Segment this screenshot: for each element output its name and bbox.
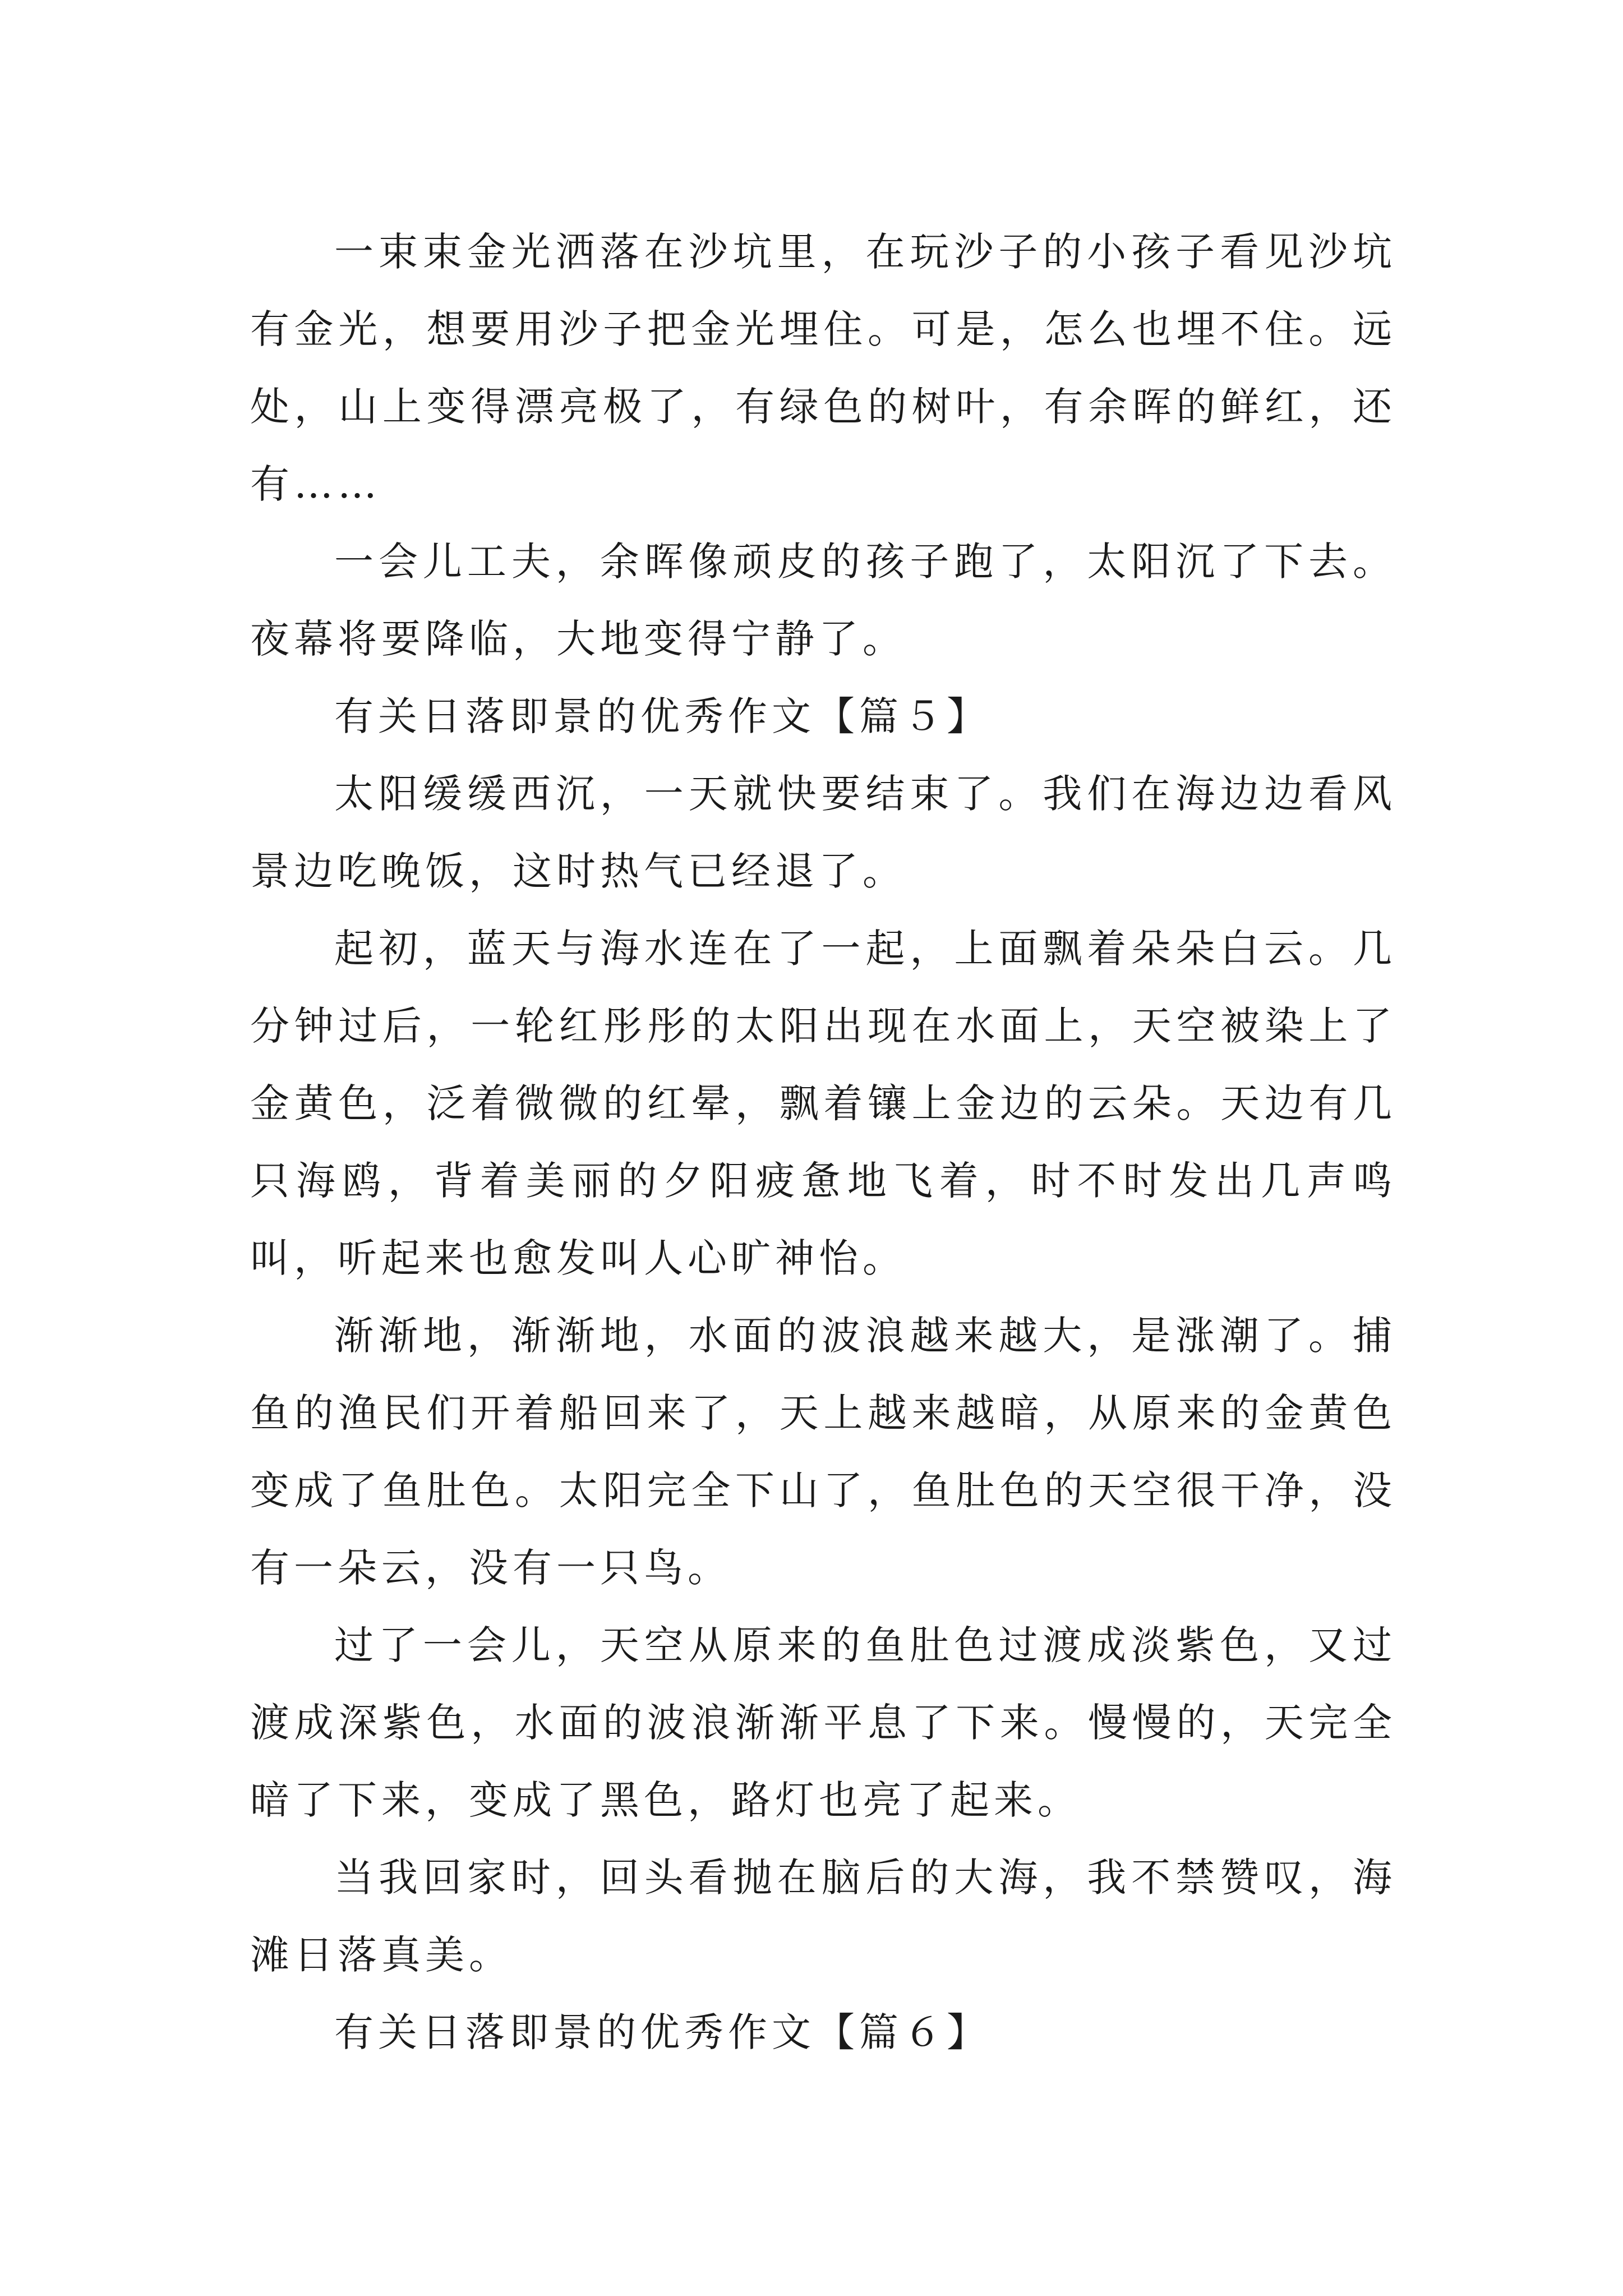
paragraph-tide: 渐渐地，渐渐地，水面的波浪越来越大，是涨潮了。捕鱼的渔民们开着船回来了，天上越来越暗，从原来的金黄色变成了鱼肚色。太阳完全下山了，鱼肚色的天空很干净，没有一朵云，没有一只鸟。 <box>250 1313 1396 1591</box>
paragraph-afterglow: 一会儿工夫，余晖像顽皮的孩子跑了，太阳沉了下去。夜幕将要降临，大地变得宁静了。 <box>250 539 1396 662</box>
paragraph-going-home: 当我回家时，回头看抛在脑后的大海，我不禁赞叹，海滩日落真美。 <box>250 1855 1396 1978</box>
essay-heading-6: 有关日落即景的优秀作文【篇６】 <box>334 2009 990 2055</box>
paragraph-sandpit: 一束束金光洒落在沙坑里，在玩沙子的小孩子看见沙坑有金光，想要用沙子把金光埋住。可是，怎么也埋不住。远处，山上变得漂亮极了，有绿色的树叶，有余晖的鲜红，还有…… <box>250 229 1396 507</box>
paragraph-sky-sea: 起初，蓝天与海水连在了一起，上面飘着朵朵白云。几分钟过后，一轮红彤彤的太阳出现在水面上，天空被染上了金黄色，泛着微微的红晕，飘着镶上金边的云朵。天边有几只海鸥，背着美丽的夕阳疲惫地飞着，时不时发出几声鸣叫，听起来也愈发叫人心旷神怡。 <box>250 926 1396 1281</box>
paragraph-sunset-begins: 太阳缓缓西沉，一天就快要结束了。我们在海边边看风景边吃晚饭，这时热气已经退了。 <box>250 771 1396 894</box>
document-body <box>250 213 1396 2071</box>
paragraph-purple-sky: 过了一会儿，天空从原来的鱼肚色过渡成淡紫色，又过渡成深紫色，水面的波浪渐渐平息了下来。慢慢的，天完全暗了下来，变成了黑色，路灯也亮了起来。 <box>250 1622 1396 1823</box>
essay-heading-5: 有关日落即景的优秀作文【篇５】 <box>334 693 990 739</box>
